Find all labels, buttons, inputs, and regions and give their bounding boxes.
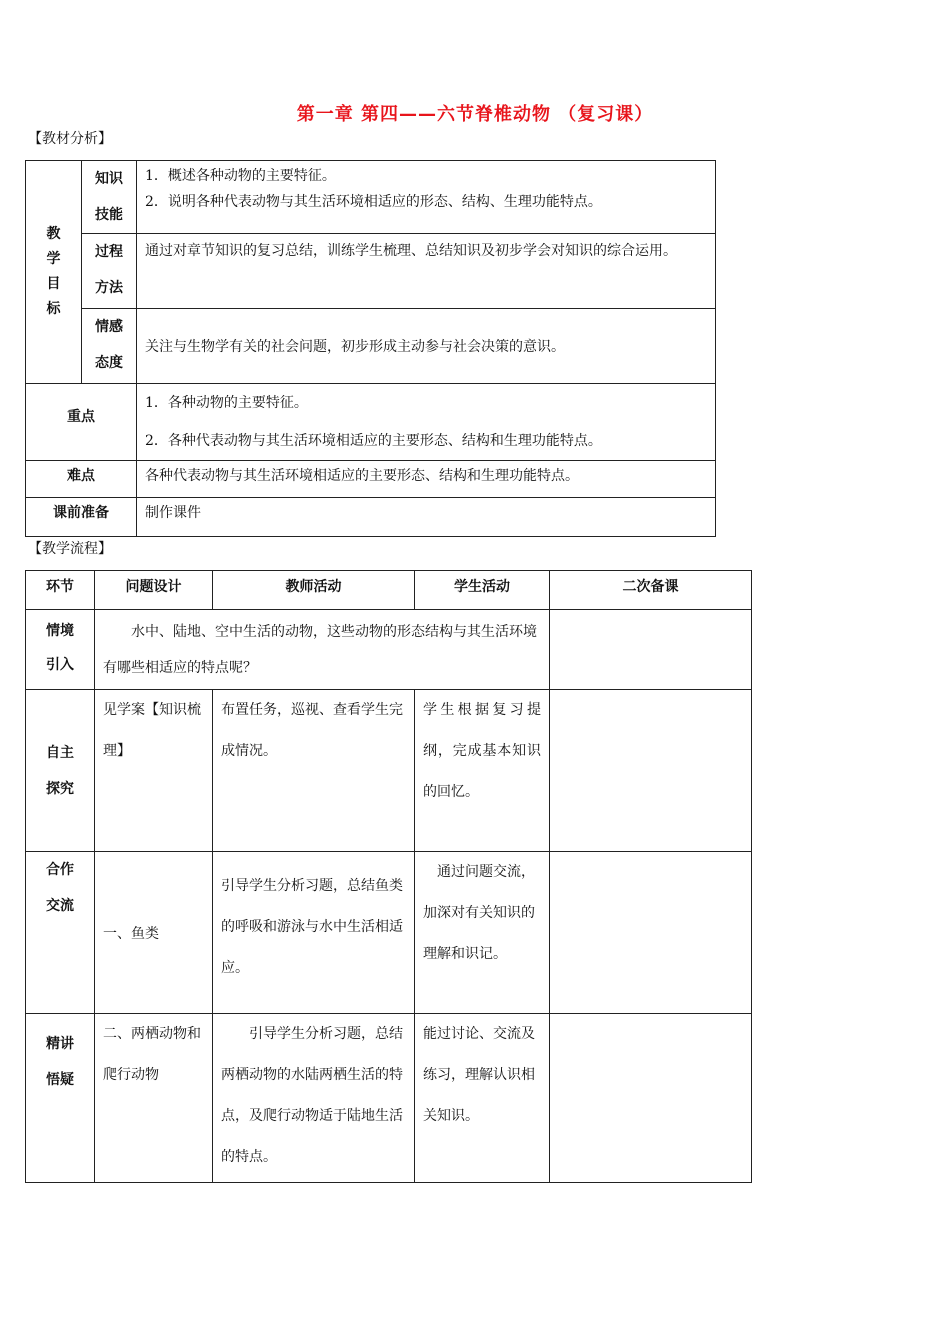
key-points-content: 1．各种动物的主要特征。 2．各种代表动物与其生活环境相适应的主要形态、结构和生理功能特点。 bbox=[137, 384, 716, 461]
objectives-label: 教 学 目 标 bbox=[26, 161, 82, 384]
amphibian-teacher: 引导学生分析习题，总结两栖动物的水陆两栖生活的特点，及爬行动物适于陆地生活的特点。 bbox=[213, 1014, 415, 1183]
stage-explain: 精讲 悟疑 bbox=[26, 1014, 95, 1183]
process-method-content: 通过对章节知识的复习总结，训练学生梳理、总结知识及初步学会对知识的综合运用。 bbox=[137, 234, 716, 309]
header-teacher: 教师活动 bbox=[213, 571, 415, 610]
revision-cell bbox=[550, 610, 752, 690]
header-stage: 环节 bbox=[26, 571, 95, 610]
table-row bbox=[26, 1014, 752, 1183]
amphibian-student: 能过讨论、交流及练习，理解认识相关知识。 bbox=[415, 1014, 550, 1183]
prep-label: 课前准备 bbox=[26, 498, 137, 537]
header-question: 问题设计 bbox=[95, 571, 213, 610]
emotion-attitude-label: 情感 态度 bbox=[82, 309, 137, 384]
fish-student: 通过问题交流，加深对有关知识的理解和识记。 bbox=[415, 852, 550, 1014]
fish-question: 一、鱼类 bbox=[95, 852, 213, 1014]
analysis-section-label: 【教材分析】 bbox=[28, 131, 112, 147]
fish-teacher: 引导学生分析习题，总结鱼类的呼吸和游泳与水中生活相适应。 bbox=[213, 852, 415, 1014]
amphibian-question: 二、两栖动物和爬行动物 bbox=[95, 1014, 213, 1183]
revision-cell bbox=[550, 1014, 752, 1183]
stage-explore: 自主 探究 bbox=[26, 690, 95, 852]
process-table bbox=[25, 570, 752, 1183]
process-section-label: 【教学流程】 bbox=[28, 541, 112, 557]
prep-content: 制作课件 bbox=[137, 498, 716, 537]
emotion-attitude-content: 关注与生物学有关的社会问题，初步形成主动参与社会决策的意识。 bbox=[137, 309, 716, 384]
header-revision: 二次备课 bbox=[550, 571, 752, 610]
revision-cell bbox=[550, 852, 752, 1014]
explore-teacher: 布置任务，巡视、查看学生完成情况。 bbox=[213, 690, 415, 852]
stage-intro: 情境 引入 bbox=[26, 610, 95, 690]
explore-question: 见学案【知识梳理】 bbox=[95, 690, 213, 852]
revision-cell bbox=[550, 690, 752, 852]
intro-content: 水中、陆地、空中生活的动物，这些动物的形态结构与其生活环境有哪些相适应的特点呢？ bbox=[95, 610, 550, 690]
analysis-table bbox=[25, 160, 716, 537]
explore-student: 学生根据复习提纲，完成基本知识的回忆。 bbox=[415, 690, 550, 852]
key-points-label: 重点 bbox=[26, 384, 137, 461]
difficulty-content: 各种代表动物与其生活环境相适应的主要形态、结构和生理功能特点。 bbox=[137, 461, 716, 498]
stage-cooperate: 合作 交流 bbox=[26, 852, 95, 1014]
table-row bbox=[26, 852, 752, 1014]
table-row bbox=[26, 610, 752, 690]
knowledge-skill-content: 1．概述各种动物的主要特征。 2．说明各种代表动物与其生活环境相适应的形态、结构、生理功能特点。 bbox=[137, 161, 716, 234]
process-method-label: 过程 方法 bbox=[82, 234, 137, 309]
header-student: 学生活动 bbox=[415, 571, 550, 610]
page-title: 第一章 第四——六节脊椎动物 （复习课） bbox=[296, 104, 654, 125]
knowledge-skill-label: 知识 技能 bbox=[82, 161, 137, 234]
difficulty-label: 难点 bbox=[26, 461, 137, 498]
table-row bbox=[26, 690, 752, 852]
header-row bbox=[26, 571, 752, 610]
